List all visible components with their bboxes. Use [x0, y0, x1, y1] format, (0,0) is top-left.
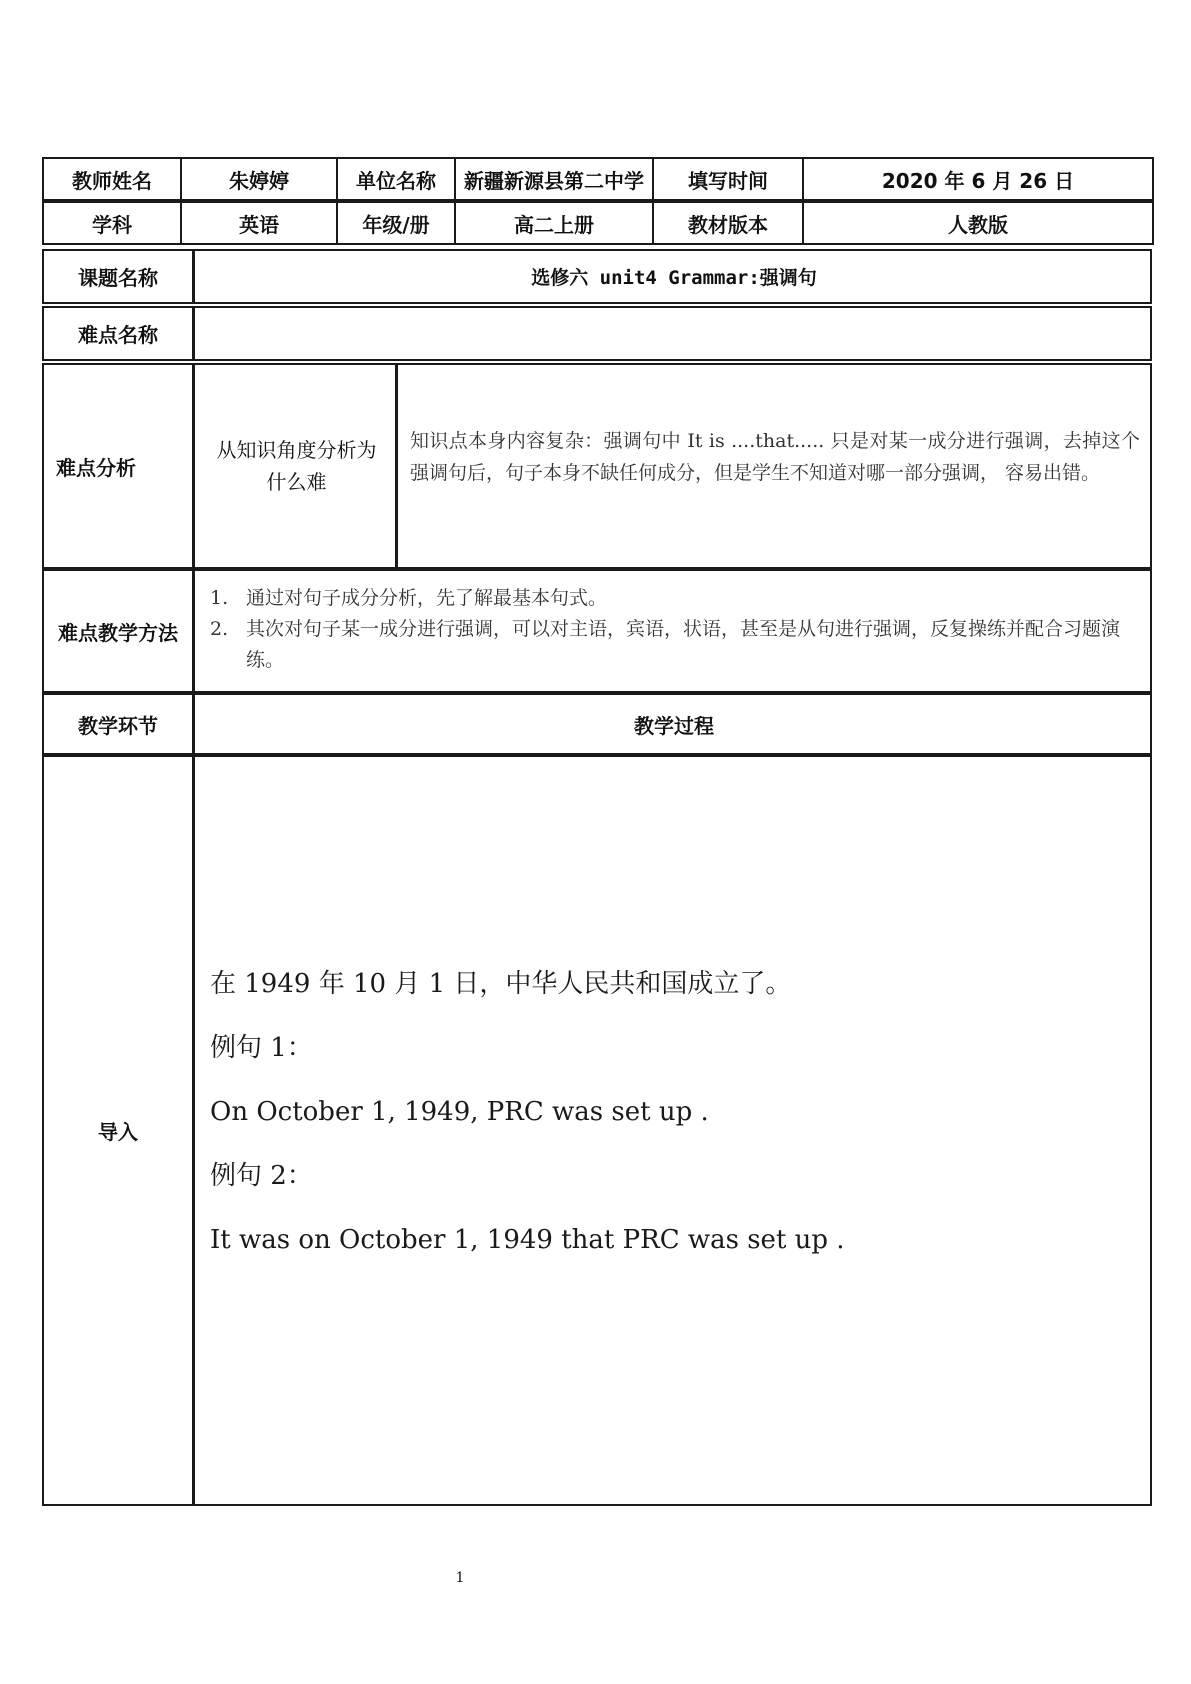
list-item-text: 通过对句子成分分析，先了解最基本句式。	[246, 587, 608, 609]
example-1-label: 例句 1：	[210, 1033, 313, 1063]
method-list	[210, 583, 1138, 676]
difficulty-name-value	[198, 308, 1150, 359]
example-2-text: It was on October 1, 1949 that PRC was set up .	[210, 1225, 845, 1255]
list-item-text: 其次对句子某一成分进行强调，可以对主语，宾语，状语，甚至是从句进行强调，反复操练并配合习题演练。	[246, 618, 1121, 671]
introduction-row	[42, 755, 1152, 1506]
example-2-label: 例句 2：	[210, 1161, 313, 1191]
list-item-number: 1.	[210, 587, 229, 609]
difficulty-name-label: 难点名称	[44, 308, 195, 359]
topic-label: 课题名称	[44, 251, 195, 302]
analysis-sub-label: 从知识角度分析为什么难	[198, 365, 398, 567]
subject-value: 英语	[181, 202, 337, 244]
difficulty-name-row	[42, 306, 1152, 361]
grade-value: 高二上册	[455, 202, 653, 244]
edition-value: 人教版	[803, 202, 1153, 244]
edition-label: 教材版本	[653, 202, 803, 244]
grade-label: 年级/册	[337, 202, 455, 244]
list-item	[210, 614, 1138, 676]
fill-date-value: 2020 年 6 月 26 日	[803, 158, 1153, 200]
teaching-process-heading: 教学过程	[634, 713, 714, 738]
analysis-text: 知识点本身内容复杂：强调句中 It is ....that..... 只是对某一成分进行强调，去掉这个强调句后，句子本身不缺任何成分，但是学生不知道对哪一部分强调， 容易出错。	[410, 430, 1140, 484]
topic-value: 选修六 unit4 Grammar:强调句	[531, 267, 817, 289]
teaching-method-row	[42, 569, 1152, 693]
intro-chinese-sentence: 在 1949 年 10 月 1 日，中华人民共和国成立了。	[210, 969, 792, 999]
header-row-2	[42, 201, 1154, 245]
teaching-stage-label: 教学环节	[44, 695, 195, 753]
difficulty-analysis-row	[42, 363, 1152, 569]
fill-date-label: 填写时间	[653, 158, 803, 200]
teacher-name-value: 朱婷婷	[181, 158, 337, 200]
list-item-number: 2.	[210, 618, 229, 640]
teaching-stage-row	[42, 693, 1152, 755]
teacher-name-label: 教师姓名	[43, 158, 181, 200]
example-1-text: On October 1, 1949, PRC was set up .	[210, 1097, 709, 1127]
header-row-1	[42, 157, 1154, 201]
topic-row	[42, 249, 1152, 304]
subject-label: 学科	[43, 202, 181, 244]
introduction-label: 导入	[44, 757, 195, 1504]
introduction-content	[210, 969, 1138, 1289]
page-number: 1	[455, 1570, 465, 1586]
teaching-method-label: 难点教学方法	[44, 571, 195, 691]
difficulty-analysis-label: 难点分析	[44, 365, 195, 567]
list-item	[210, 583, 1138, 614]
unit-name-label: 单位名称	[337, 158, 455, 200]
unit-name-value: 新疆新源县第二中学	[455, 158, 653, 200]
